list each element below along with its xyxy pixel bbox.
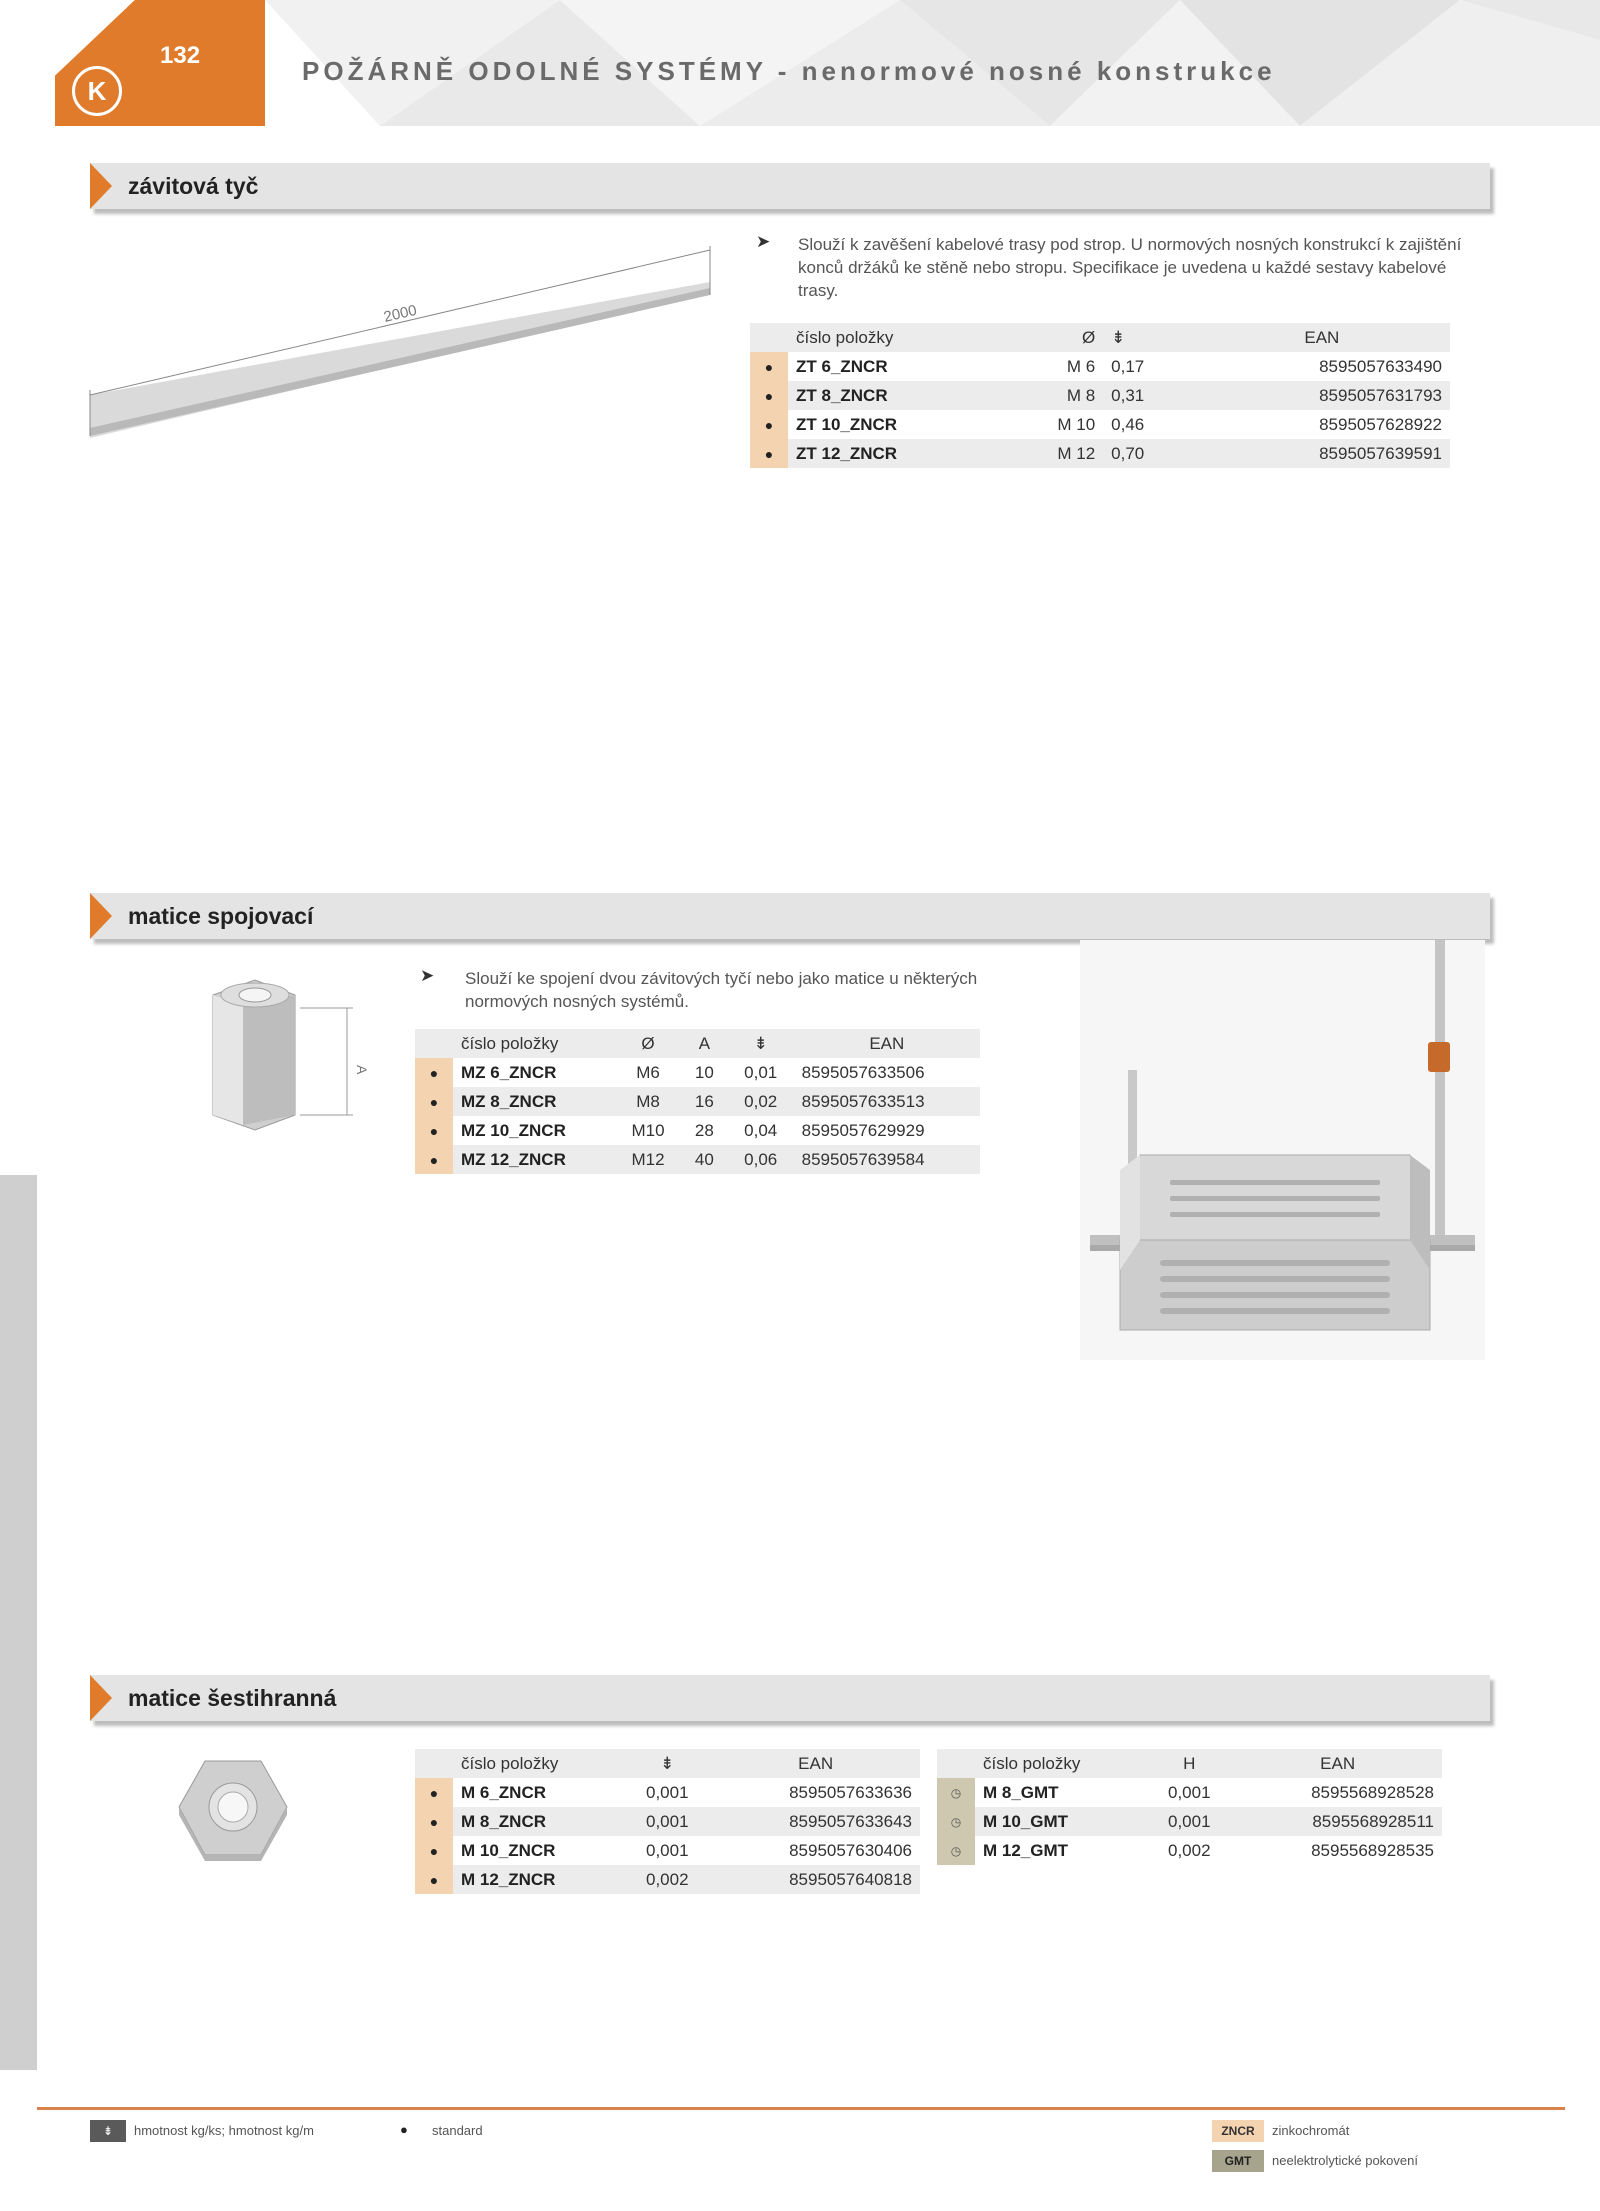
logo-letter: K (87, 76, 107, 106)
table-row: ◷ M 8_GMT 0,001 8595568928528 (937, 1778, 1442, 1807)
table-row: ● ZT 8_ZNCR M 8 0,31 8595057631793 (750, 381, 1450, 410)
rod-length-label: 2000 (382, 301, 419, 326)
col-item-number: číslo položky (788, 323, 1004, 352)
bullet-arrow-icon: ➤ (420, 966, 435, 985)
table-row: ◷ M 10_GMT 0,001 8595568928511 (937, 1807, 1442, 1836)
standard-legend-text: standard (432, 2123, 483, 2138)
standard-dot-icon: ● (415, 1116, 453, 1145)
table-row: ● ZT 10_ZNCR M 10 0,46 8595057628922 (750, 410, 1450, 439)
col-diameter: Ø (1004, 323, 1103, 352)
page-number: 132 (160, 42, 201, 69)
section-arrow-icon (90, 163, 112, 209)
table-row: ● MZ 10_ZNCR M10 28 0,04 8595057629929 (415, 1116, 980, 1145)
col-h: H (1145, 1749, 1233, 1778)
brand-logo (72, 66, 122, 116)
col-weight: ⇟ (728, 1029, 794, 1058)
threaded-rod-image (85, 240, 715, 440)
col-weight: ⇟ (623, 1749, 711, 1778)
on-order-clock-icon: ◷ (937, 1807, 975, 1836)
table-row: ● ZT 12_ZNCR M 12 0,70 8595057639591 (750, 439, 1450, 468)
table-row: ● M 12_ZNCR 0,002 8595057640818 (415, 1865, 920, 1894)
table-row: ◷ M 12_GMT 0,002 8595568928535 (937, 1836, 1442, 1865)
page-title: POŽÁRNĚ ODOLNÉ SYSTÉMY - nenormové nosné konstrukce (302, 56, 1276, 86)
col-ean: EAN (1233, 1749, 1442, 1778)
threaded-rod-description: Slouží k zavěšení kabelové trasy pod strop. U normových nosných konstrukcí k zajištění konců držáků ke stěně nebo stropu. Specifikace je uvedena u každé sestavy kabelové trasy. (798, 235, 1462, 300)
col-diameter: Ø (615, 1029, 681, 1058)
cable-tray-installation-image (1080, 940, 1485, 1360)
footer-divider (37, 2107, 1565, 2110)
section-arrow-icon (90, 1675, 112, 1721)
col-item-number: číslo položky (453, 1749, 623, 1778)
section-bar-threaded-rod (90, 163, 1490, 209)
standard-dot-icon: ● (415, 1058, 453, 1087)
section-title-coupling-nut: matice spojovací (128, 903, 314, 929)
weight-legend-text: hmotnost kg/ks; hmotnost kg/m (134, 2123, 314, 2138)
table-header-row (750, 323, 1450, 352)
table-row: ● MZ 12_ZNCR M12 40 0,06 8595057639584 (415, 1145, 980, 1174)
section-title-hex-nut: matice šestihranná (128, 1685, 337, 1711)
section-arrow-icon (90, 893, 112, 939)
col-ean: EAN (1194, 323, 1450, 352)
standard-dot-icon: ● (415, 1865, 453, 1894)
standard-dot-icon: ● (750, 439, 788, 468)
table-row: ● MZ 6_ZNCR M6 10 0,01 8595057633506 (415, 1058, 980, 1087)
col-ean: EAN (794, 1029, 980, 1058)
standard-dot-icon: ● (750, 410, 788, 439)
standard-dot-icon: ● (750, 352, 788, 381)
hex-nut-image (175, 1755, 290, 1865)
coupling-nut-image (195, 975, 375, 1135)
table-header-row (415, 1749, 920, 1778)
standard-dot-icon: ● (415, 1807, 453, 1836)
on-order-clock-icon: ◷ (937, 1778, 975, 1807)
standard-legend-dot-icon: ● (400, 2122, 408, 2137)
table-row: ● ZT 6_ZNCR M 6 0,17 8595057633490 (750, 352, 1450, 381)
threaded-rod-table (750, 323, 1450, 468)
table-row: ● M 8_ZNCR 0,001 8595057633643 (415, 1807, 920, 1836)
standard-dot-icon: ● (415, 1836, 453, 1865)
standard-dot-icon: ● (415, 1778, 453, 1807)
col-a: A (681, 1029, 728, 1058)
bullet-arrow-icon: ➤ (756, 232, 771, 251)
table-row: ● MZ 8_ZNCR M8 16 0,02 8595057633513 (415, 1087, 980, 1116)
hex-nut-zncr-table (415, 1749, 920, 1894)
table-header-row (415, 1029, 980, 1058)
table-row: ● M 6_ZNCR 0,001 8595057633636 (415, 1778, 920, 1807)
hex-nut-gmt-table (937, 1749, 1442, 1865)
zncr-legend-badge: ZNCR (1212, 2120, 1264, 2142)
col-item-number: číslo položky (453, 1029, 615, 1058)
coupling-nut-description: Slouží ke spojení dvou závitových tyčí nebo jako matice u některých normových nosných systémů. (465, 969, 978, 1011)
side-decoration-strip (0, 1175, 37, 2070)
table-header-row (937, 1749, 1442, 1778)
on-order-clock-icon: ◷ (937, 1836, 975, 1865)
col-item-number: číslo položky (975, 1749, 1145, 1778)
standard-dot-icon: ● (415, 1145, 453, 1174)
gmt-legend-text: neelektrolytické pokovení (1272, 2153, 1418, 2168)
coupling-nut-table (415, 1029, 980, 1174)
standard-dot-icon: ● (750, 381, 788, 410)
weight-legend-icon: ⇟ (90, 2120, 126, 2142)
height-dimension-label: A (354, 1065, 370, 1075)
zncr-legend-text: zinkochromát (1272, 2123, 1350, 2138)
section-title-threaded-rod: závitová tyč (128, 173, 259, 199)
gmt-legend-badge: GMT (1212, 2150, 1264, 2172)
standard-dot-icon: ● (415, 1087, 453, 1116)
col-weight: ⇟ (1103, 323, 1194, 352)
table-row: ● M 10_ZNCR 0,001 8595057630406 (415, 1836, 920, 1865)
col-ean: EAN (711, 1749, 920, 1778)
